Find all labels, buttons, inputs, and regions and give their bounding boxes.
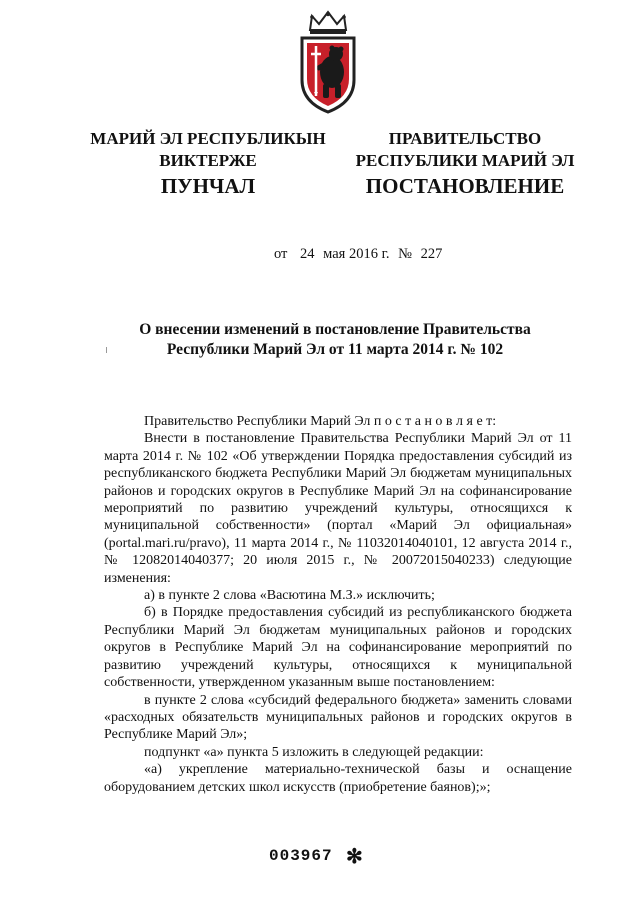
number-label: № bbox=[398, 246, 412, 262]
paragraph-subpoint-a: подпункт «а» пункта 5 изложить в следующей редакции: bbox=[144, 744, 484, 760]
coat-of-arms-emblem bbox=[296, 10, 360, 114]
paragraph-main: Внести в постановление Правительства Республики Марий Эл от 11 марта 2014 г. № 102 «Об утверждении Порядка предоставления субсидий из республиканского бюджета Республики Марий Эл бюджетам муниципальных районов и городских округов в Республике Марий Эл на софинансирование мероприятий по развитию учреждений культуры, относящихся к муниципальной собственности» (портал «Марий Эл официальная» (portal.mari.ru/pravo), 11 марта 2014 г., № 11032014040101, 12 августа 2014 г., № 12082014040377; 20 июля 2015 г., № 20072015040233) следующие изменения: bbox=[104, 431, 572, 586]
document-title bbox=[110, 320, 560, 360]
document-body bbox=[104, 413, 572, 796]
document-number: 227 bbox=[420, 246, 443, 262]
date-line bbox=[274, 246, 447, 263]
header-right-line2: РЕСПУБЛИКИ МАРИЙ ЭЛ bbox=[355, 151, 575, 170]
title-line1: О внесении изменений в постановление Правительства bbox=[139, 321, 531, 338]
scan-speck bbox=[106, 347, 107, 353]
header-left bbox=[88, 128, 328, 172]
document-type-mari: ПУНЧАЛ bbox=[160, 174, 256, 198]
date-day: 24 bbox=[300, 246, 315, 262]
date-month-year: мая 2016 г. bbox=[323, 246, 390, 262]
crown-icon bbox=[310, 12, 346, 34]
serial-number: 003967 bbox=[269, 847, 333, 865]
document-type-russian: ПОСТАНОВЛЕНИЕ bbox=[365, 174, 565, 198]
paragraph-item-b: б) в Порядке предоставления субсидий из республиканского бюджета Республики Марий Эл бюджетам муниципальных районов и городских округов в Республике Марий Эл на софинансирование мероприятий по развитию учреждений культуры, относящихся к муниципальной собственности, утвержденном указанным выше постановлением: bbox=[104, 605, 572, 691]
paragraph-preamble: Правительство Республики Марий Эл п о с т а н о в л я е т: bbox=[144, 414, 497, 429]
paragraph-point-2: в пункте 2 слова «субсидий федерального бюджета» заменить словами «расходных обязательств муниципальных районов и городских округов в Республике Марий Эл»; bbox=[104, 692, 572, 743]
title-line2: Республики Марий Эл от 11 марта 2014 г. № 102 bbox=[166, 341, 504, 358]
header-right-line1: ПРАВИТЕЛЬСТВО bbox=[388, 129, 542, 148]
date-prefix: от bbox=[274, 246, 288, 262]
paragraph-new-wording: «а) укрепление материально-технической базы и оснащение оборудованием детских школ искусств (приобретение баянов);»; bbox=[104, 762, 572, 795]
header-left-line2: ВИКТЕРЖЕ bbox=[159, 151, 257, 170]
paragraph-item-a: а) в пункте 2 слова «Васютина М.З.» исключить; bbox=[144, 588, 435, 604]
asterisk-mark: ✻ bbox=[346, 846, 363, 868]
header-right bbox=[345, 128, 585, 172]
header-left-line1: МАРИЙ ЭЛ РЕСПУБЛИКЫН bbox=[90, 129, 326, 148]
